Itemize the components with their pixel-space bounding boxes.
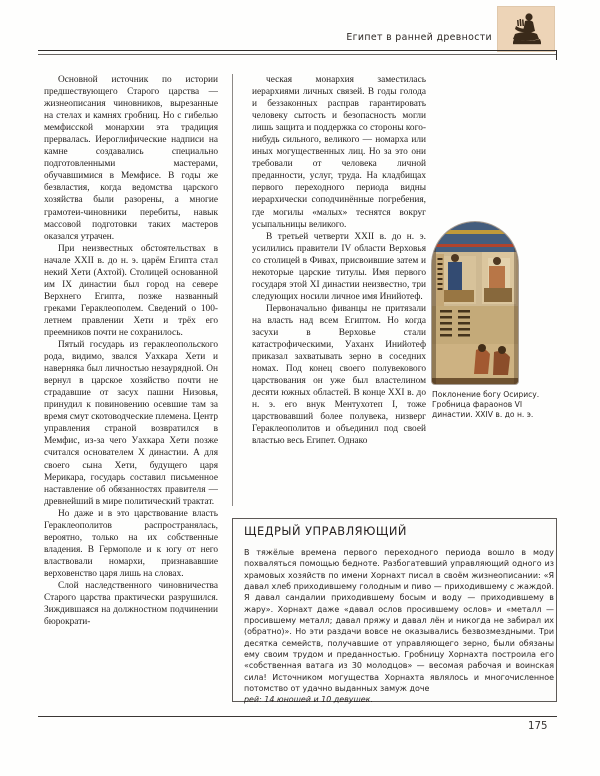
figure-image	[432, 222, 518, 384]
paragraph: Слой наследственного чиновничества Старого царства практически разрушился. Зиждившаяся на должностном подчинении бюрократи-	[44, 580, 218, 628]
paragraph: Первоначально фиванцы не притязали на власть над всем Египтом. Но когда засухи в Верховье стали катастрофическими, Уаханх Инийотеф приказал захватывать зерно в соседних номах. Под конец своего полувекового царствования он уже был властелином десяти южных областей. В конце XXI в. до н. э. его внук Ментухотеп I, тоже царствовавший более полувека, низверг Гераклеополитов и объединил под своей властью весь Египет. Однако	[252, 303, 426, 447]
paragraph-tail: рей: 14 юношей и 10 девушек.	[244, 695, 373, 705]
sidebar-box-body	[244, 547, 554, 706]
paragraph: В тяжёлые времена первого переходного периода вошло в моду похваляться помощью бедноте. Разбогатевший управляющий одного из храмовых хозяйств по имени Хорнахт писал в своём жизнеописании: «Я давал хлеб приходившему голодным и пиво — приходившему с жаждой. Я давал сандалии приходившему босым и воду — приходившему в жару». Хорнахт даже «давал ослов просившему ослов» и «металл — просившему металл; давал пряжу и давал лён и никогда не забирал их (обратно)». Но эти раздачи вовсе не оказывались безвозмездными. Три десятка семейств, получавшие от управляющего зерно, были обязаны ему своим трудом и преданностью. Гробницу Хорнахта построила его «собственная ватага из 30 молодцов» — весомая рабочая и воинская сила! Источником могущества Хорнахта являлось и многочисленное потомство от удачно выданных замуж доче	[244, 548, 554, 694]
column-divider-upper	[232, 74, 233, 506]
page-number: 175	[528, 721, 548, 732]
figure-caption: Поклонение богу Осирису. Гробница фараонов VI династии. XXIV в. до н. э.	[432, 390, 540, 420]
paragraph: Но даже и в это царствование власть Гераклеополитов распространялась, вероятно, только на их собственные владения. В Гермополе и к югу от него властвовали номархи, признававшие верховенство царя лишь на словах.	[44, 508, 218, 579]
paragraph: Основной источник по истории предшествующего Старого царства — жизнеописания чиновников, вырезанные на стелах и камнях гробниц. Но с гибелью мемфисской монархии эта традиция прервалась. Иероглифические надписи на камне создавались специально подготовленными мастерами, обучавшимися в Мемфисе. В годы же безвластия, когда ведомства царского хозяйства были разорены, а многие грамотеи-чиновники перебиты, навык массовой подготовки таких мастеров оказался утрачен.	[44, 75, 218, 242]
paragraph: При неизвестных обстоятельствах в начале XXII в. до н. э. царём Египта стал некий Хети (Ахтой). Столицей основанной им IX династии был город на севере Верхнего Египта, позже названный греками Гераклеополем. Сведений о 100-летнем правлении Хети и трёх его преемников почти не сохранилось.	[44, 243, 218, 338]
body-column-right	[252, 74, 426, 504]
paragraph: Пятый государь из гераклеопольского рода, видимо, звался Уахкара Хети и наверняка был личностью незаурядной. Он вернул в царское хозяйство почти не страдавшие от засух пашни Низовья, принудил к повиновению осевшие там за время смут скотоводческие племена. Центр управления страной возвратился в Мемфис, из-за чего Уахкара Хети позже считался основателем X династии. А для своего сына Хети, будущего царя Мерикара, государь составил письменное наставление об обязанностях правителя — древнейший в мире политический трактат.	[44, 340, 218, 507]
sidebar-box-title: ЩЕДРЫЙ УПРАВЛЯЮЩИЙ	[244, 524, 407, 538]
footer-rule	[38, 716, 557, 717]
page-header	[0, 0, 600, 56]
running-head-title: Египет в ранней древности	[346, 32, 492, 43]
header-rule-secondary	[38, 54, 557, 55]
header-rule-tick	[556, 50, 557, 60]
header-rule-primary	[38, 50, 557, 51]
sidebar-box-content	[244, 524, 554, 706]
seated-scribe-icon	[497, 6, 555, 52]
figure-egyptian-tomb-painting	[432, 222, 518, 384]
paragraph: В третьей четверти XXII в. до н. э. усилились правители IV области Верховья со столицей в Фивах, присвоившие затем и некоторые царские титулы. Имя первого государя этой XI династии неизвестно, три следующих носили личное имя Инийотеф.	[252, 231, 426, 302]
paragraph: ческая монархия заместилась иерархиями личных связей. В годы голода и беззаконных расправ гарантировать человеку сытость и безопасность могли лишь защита и поддержка со стороны кого-нибудь сильного, великого — номарха или иных могущественных лиц. Но за это они требовали от человека личной преданности, услуг, труда. На кладбищах первого переходного периода видны иерархически соподчинённые погребения, где могилы «малых» теснятся вокруг усыпальницы великого.	[252, 75, 426, 230]
body-column-left	[44, 74, 218, 694]
